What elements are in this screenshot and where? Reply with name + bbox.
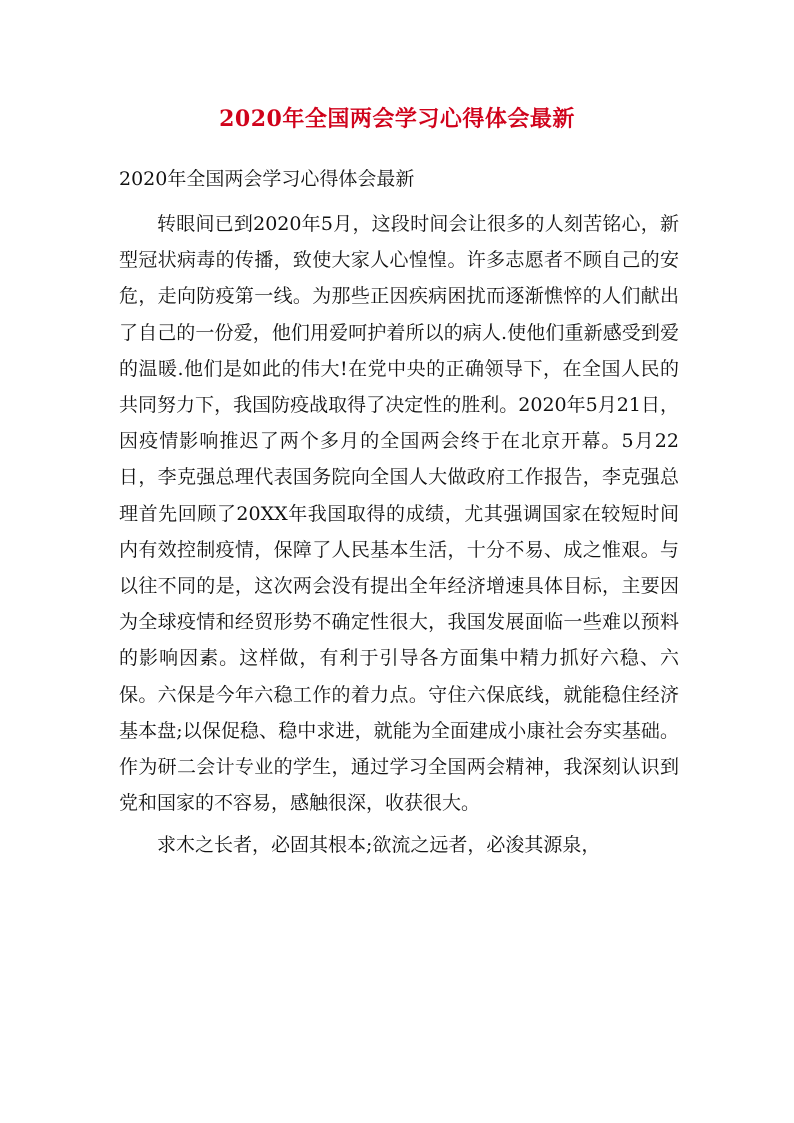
document-body [119, 206, 679, 864]
document-title: 2020年全国两会学习心得体会最新 [219, 106, 575, 132]
document-subtitle: 2020年全国两会学习心得体会最新 [119, 168, 415, 190]
body-paragraph-1: 转眼间已到2020年5月，这段时间会让很多的人刻苦铭心，新型冠状病毒的传播，致使大家人心惶惶。许多志愿者不顾自己的安危，走向防疫第一线。为那些正因疾病困扰而逐渐憔悴的人们献出了自己的一份爱，他们用爱呵护着所以的病人.使他们重新感受到爱的温暖.他们是如此的伟大!在党中央的正确领导下，在全国人民的共同努力下，我国防疫战取得了决定性的胜利。2020年5月21日，因疫情影响推迟了两个多月的全国两会终于在北京开幕。5月22日，李克强总理代表国务院向全国人大做政府工作报告，李克强总理首先回顾了20XX年我国取得的成绩，尤其强调国家在较短时间内有效控制疫情，保障了人民基本生活，十分不易、成之惟艰。与以往不同的是，这次两会没有提出全年经济增速具体目标，主要因为全球疫情和经贸形势不确定性很大，我国发展面临一些难以预料的影响因素。这样做，有利于引导各方面集中精力抓好六稳、六保。六保是今年六稳工作的着力点。守住六保底线，就能稳住经济基本盘;以保促稳、稳中求进，就能为全面建成小康社会夯实基础。作为研二会计专业的学生，通过学习全国两会精神，我深刻认识到党和国家的不容易，感触很深，收获很大。 [119, 213, 679, 815]
body-paragraph-2: 求木之长者，必固其根本;欲流之远者，必浚其源泉， [157, 834, 601, 857]
